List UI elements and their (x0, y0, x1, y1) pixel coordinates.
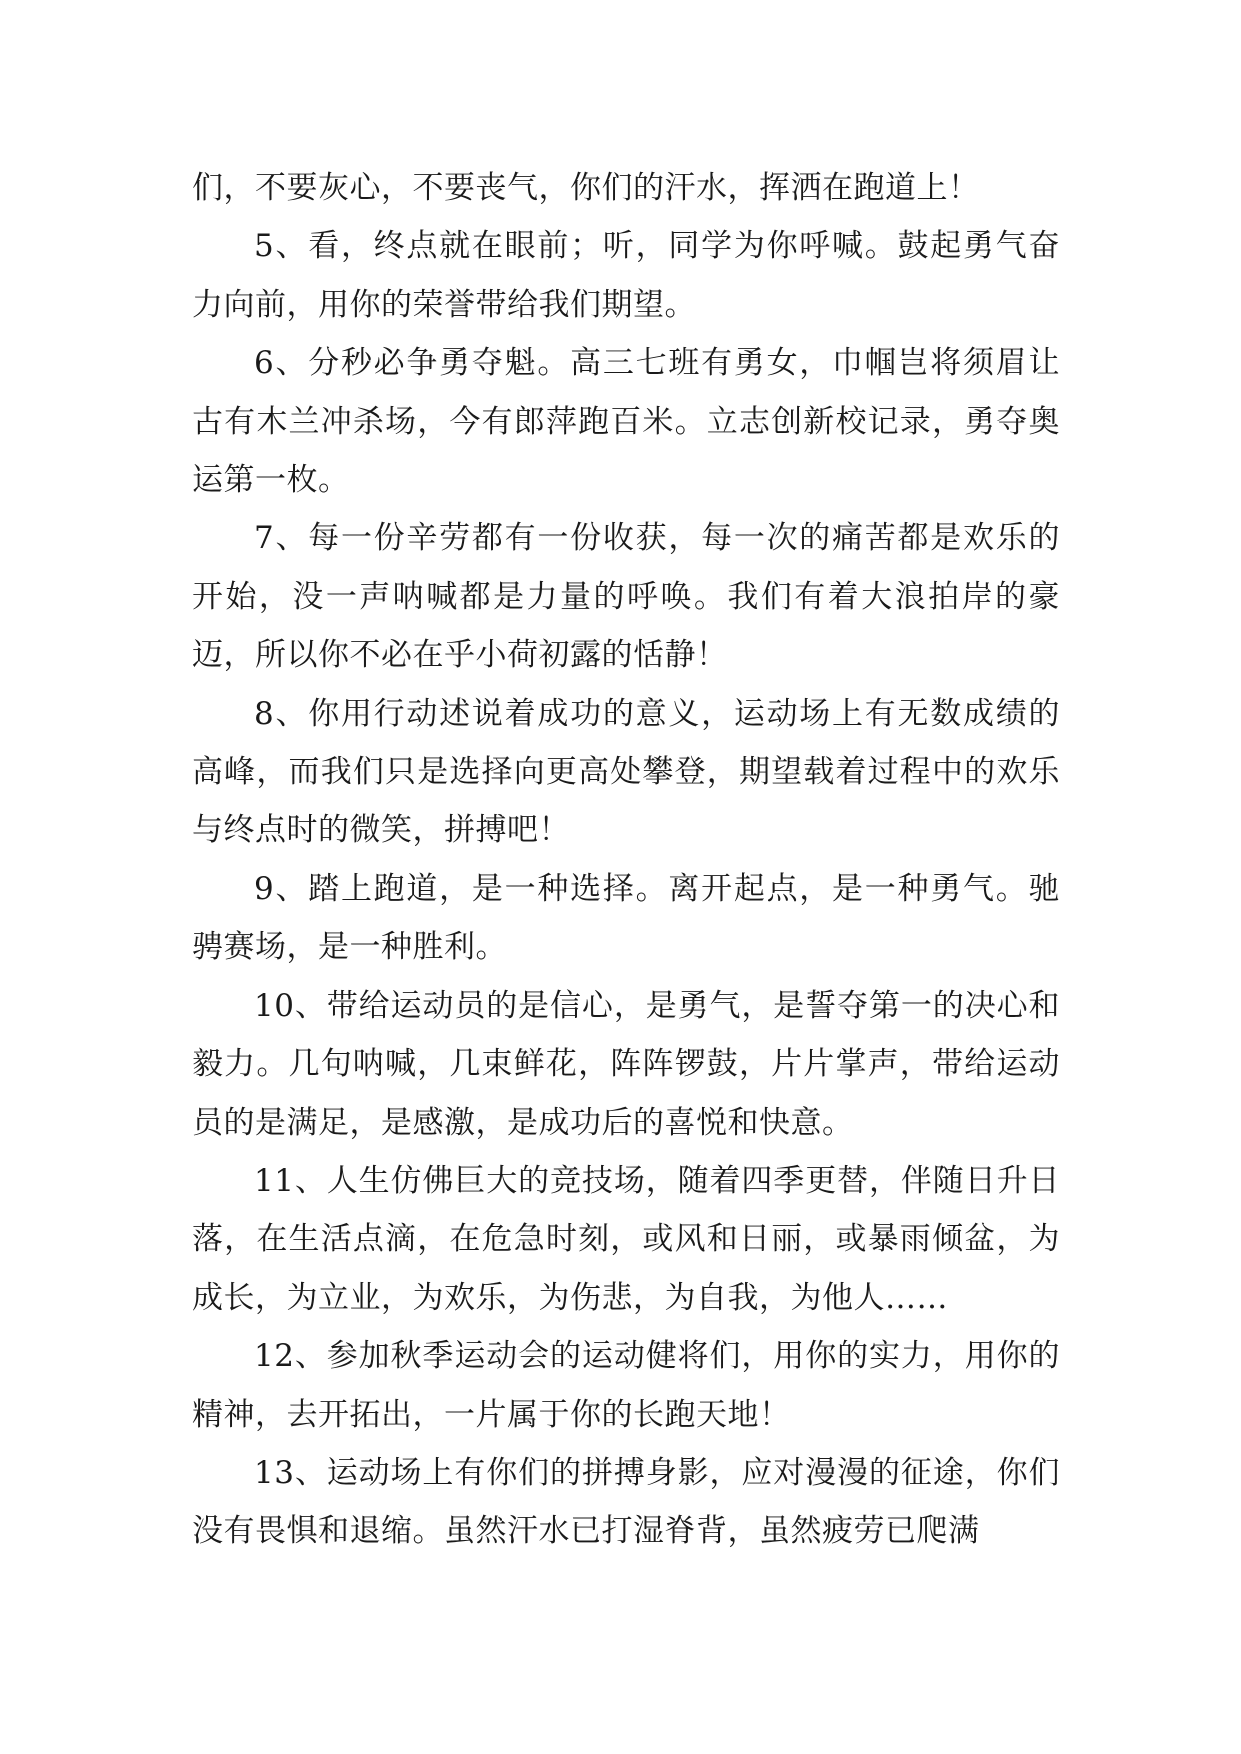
paragraph-item-8: 8、你用行动述说着成功的意义，运动场上有无数成绩的高峰，而我们只是选择向更高处攀登，期望载着过程中的欢乐与终点时的微笑，拼搏吧！ (192, 695, 1060, 849)
paragraph-item-11: 11、人生仿佛巨大的竞技场，随着四季更替，伴随日升日落，在生活点滴，在危急时刻，或风和日丽，或暴雨倾盆，为成长，为立业，为欢乐，为伤悲，为自我，为他人…… (192, 1162, 1060, 1316)
paragraph-item-7: 7、每一份辛劳都有一份收获，每一次的痛苦都是欢乐的开始，没一声呐喊都是力量的呼唤。我们有着大浪拍岸的豪迈，所以你不必在乎小荷初露的恬静！ (192, 520, 1060, 674)
paragraph-item-6: 6、分秒必争勇夺魁。高三七班有勇女，巾帼岂将须眉让古有木兰冲杀场，今有郎萍跑百米。立志创新校记录，勇夺奥运第一枚。 (192, 345, 1060, 499)
paragraph-continuation: 们，不要灰心，不要丧气，你们的汗水，挥洒在跑道上！ (192, 170, 980, 206)
paragraph-item-13: 13、运动场上有你们的拼搏身影，应对漫漫的征途，你们没有畏惧和退缩。虽然汗水已打湿脊背，虽然疲劳已爬满 (192, 1454, 1060, 1550)
paragraph-item-10: 10、带给运动员的是信心，是勇气，是誓夺第一的决心和毅力。几句呐喊，几束鲜花，阵阵锣鼓，片片掌声，带给运动员的是满足，是感激，是成功后的喜悦和快意。 (192, 987, 1060, 1141)
document-page (192, 159, 1060, 1561)
paragraph-item-12: 12、参加秋季运动会的运动健将们，用你的实力，用你的精神，去开拓出，一片属于你的长跑天地！ (192, 1338, 1060, 1433)
paragraph-item-9: 9、踏上跑道，是一种选择。离开起点，是一种勇气。驰骋赛场，是一种胜利。 (192, 870, 1060, 966)
paragraph-item-5: 5、看，终点就在眼前；听，同学为你呼喊。鼓起勇气奋力向前，用你的荣誉带给我们期望。 (192, 228, 1060, 323)
